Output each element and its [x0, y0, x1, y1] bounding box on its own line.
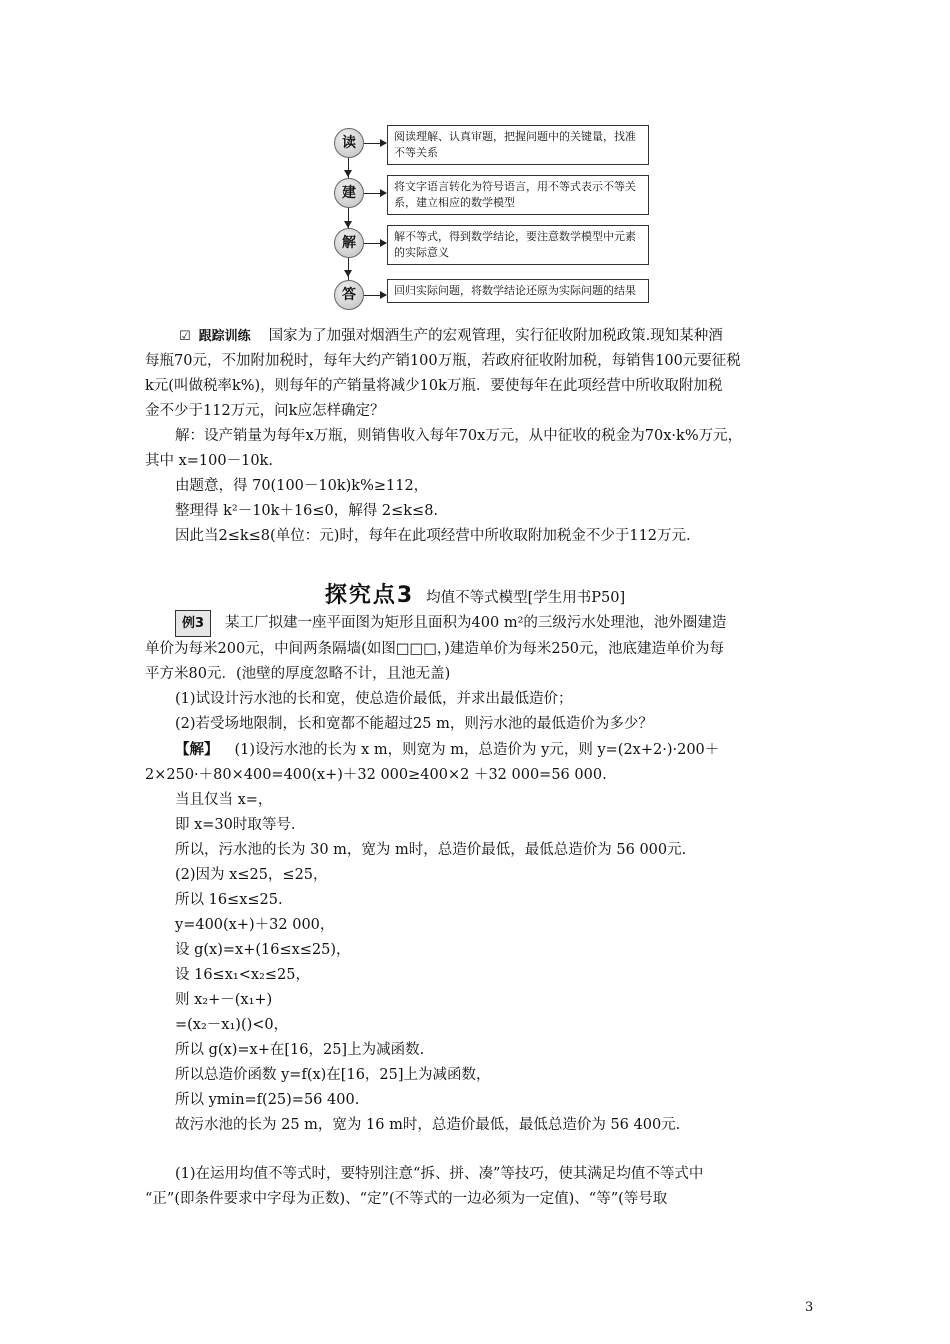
answer-line: 2×250·＋80×400=400(x+)＋32 000≥400×2 ＋32 000=56 000.: [145, 767, 607, 783]
flow-node-build: 建: [334, 178, 364, 208]
flow-step-box: 阅读理解、认真审题，把握问题中的关键量，找准不等关系: [387, 125, 649, 165]
practice-line: k元(叫做税率k%)，则每年的产销量将减少10k万瓶．要使每年在此项经营中所收取附加税: [145, 378, 723, 394]
question-2: (2)若受场地限制，长和宽都不能超过25 m，则污水池的最低造价为多少？: [175, 716, 653, 732]
practice-line: 每瓶70元，不加附加税时，每年大约产销100万瓶，若政府征收附加税，每销售100元要征税: [145, 353, 741, 369]
answer-line: [145, 737, 815, 763]
answer-line: 所以 ymin=f(25)=56 400.: [175, 1092, 360, 1108]
arrow-down-icon: [344, 221, 352, 228]
question-1: (1)试设计污水池的长和宽，使总造价最低，并求出最低造价；: [175, 691, 573, 707]
notes-block: [145, 1162, 815, 1212]
arrow-right-icon: [380, 189, 387, 197]
note-line: (1)在运用均值不等式时，要特别注意“拆、拼、凑”等技巧，使其满足均值不等式中: [175, 1166, 704, 1182]
example-line: 单价为每米200元，中间两条隔墙(如图□□□，)建造单价为每米250元，池底建造单价为每: [145, 641, 725, 657]
answer-line: (2)因为 x≤25，≤25，: [175, 867, 328, 883]
flowchart: [330, 122, 660, 322]
section-title: 探究点3: [324, 583, 415, 608]
answer-line: y=400(x+)＋32 000，: [175, 917, 335, 933]
flow-node-read: 读: [334, 128, 364, 158]
example-text: 某工厂拟建一座平面图为矩形且面积为400 m²的三级污水处理池，池外圈建造: [225, 615, 727, 631]
check-icon: ☑: [179, 329, 191, 344]
answer-line: 设 g(x)=x+(16≤x≤25)，: [175, 942, 351, 958]
practice-label: 跟踪训练: [198, 329, 251, 344]
practice-line: 金不少于112万元，问k应怎样确定？: [145, 403, 385, 419]
answer-line: 所以 g(x)=x+在[16，25]上为减函数.: [175, 1042, 425, 1058]
answer-line: 所以，污水池的长为 30 m，宽为 m时，总造价最低，最低总造价为 56 000元.: [175, 842, 687, 858]
flow-step-box: 回归实际问题，将数学结论还原为实际问题的结果: [387, 279, 649, 303]
practice-line: [145, 324, 815, 349]
answer-line: 设 16≤x₁<x₂≤25，: [175, 967, 310, 983]
answer-line: 即 x=30时取等号.: [175, 817, 296, 833]
solution-line: 其中 x=100－10k.: [145, 453, 273, 469]
solution-line: 因此当2≤k≤8(单位：元)时，每年在此项经营中所收取附加税金不少于112万元.: [175, 528, 691, 544]
example-line: 平方米80元．(池壁的厚度忽略不计，且池无盖): [145, 666, 451, 682]
example-line: [145, 610, 815, 637]
section-heading: [0, 578, 950, 609]
answer-line: 所以总造价函数 y=f(x)在[16，25]上为减函数，: [175, 1067, 491, 1083]
arrow-down-icon: [344, 270, 352, 277]
solution-line: 整理得 k²－10k＋16≤0，解得 2≤k≤8.: [175, 503, 439, 519]
arrow-right-icon: [380, 139, 387, 147]
flow-node-answer: 答: [334, 280, 364, 310]
solution-line: 由题意，得 70(100－10k)k%≥112，: [175, 478, 429, 494]
practice-block: [145, 324, 815, 549]
page-number: 3: [805, 1300, 814, 1315]
solution-line: 解：设产销量为每年x万瓶，则销售收入每年70x万元，从中征收的税金为70x·k%万元，: [175, 428, 743, 444]
flow-step-box: 将文字语言转化为符号语言，用不等式表示不等关系，建立相应的数学模型: [387, 175, 649, 215]
arrow-right-icon: [380, 239, 387, 247]
example-block: [145, 610, 815, 1138]
arrow-right-icon: [380, 291, 387, 299]
section-subtitle: 均值不等式模型[学生用书P50]: [426, 590, 626, 606]
flow-step-box: 解不等式，得到数学结论，要注意数学模型中元素的实际意义: [387, 225, 649, 265]
flow-node-solve: 解: [334, 228, 364, 258]
answer-label: 【解】: [175, 741, 219, 758]
example-label: 例3: [175, 610, 211, 637]
answer-line: 当且仅当 x=，: [175, 792, 273, 808]
note-line: “正”(即条件要求中字母为正数)、“定”(不等式的一边必须为一定值)、“等”(等号取: [145, 1191, 668, 1207]
practice-text: 国家为了加强对烟酒生产的宏观管理，实行征收附加税政策.现知某种酒: [268, 328, 723, 344]
answer-line: 所以 16≤x≤25.: [175, 892, 283, 908]
answer-text: (1)设污水池的长为 x m，则宽为 m，总造价为 y元，则 y=(2x+2·)·200＋: [234, 742, 720, 758]
answer-line: =(x₂－x₁)()<0，: [175, 1017, 289, 1033]
arrow-down-icon: [344, 170, 352, 177]
answer-line: 则 x₂+－(x₁+): [175, 992, 273, 1008]
answer-line: 故污水池的长为 25 m，宽为 16 m时，总造价最低，最低总造价为 56 400元.: [175, 1117, 681, 1133]
